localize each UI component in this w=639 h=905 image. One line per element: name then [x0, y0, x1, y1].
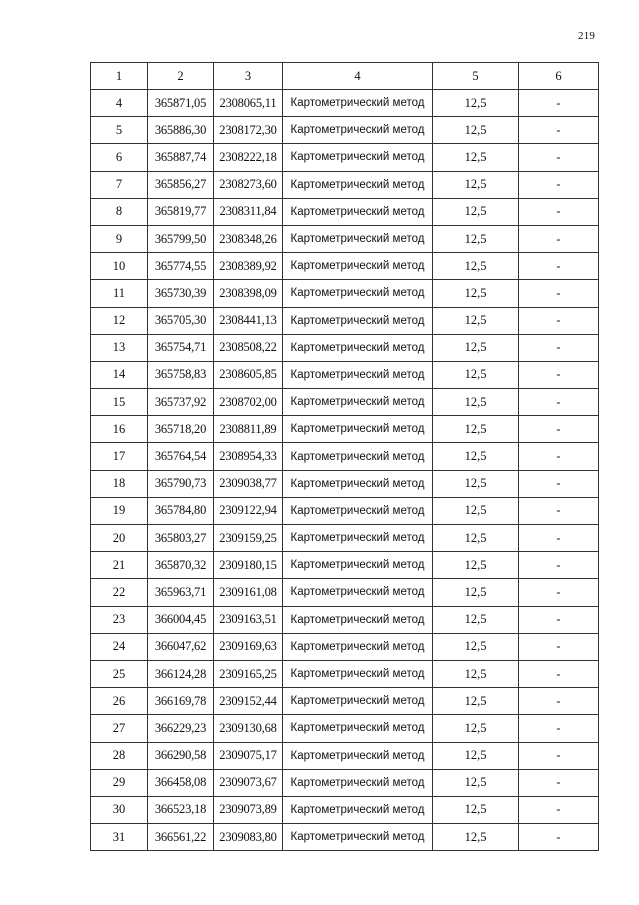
point-number-cell: 10 — [91, 253, 148, 280]
x-coordinate-cell: 365963,71 — [148, 579, 214, 606]
accuracy-cell: 12,5 — [433, 416, 519, 443]
method-cell: Картометрический метод — [283, 606, 433, 633]
x-coordinate-cell: 365887,74 — [148, 144, 214, 171]
note-cell: - — [519, 769, 599, 796]
table-row — [91, 90, 599, 117]
method-cell: Картометрический метод — [283, 660, 433, 687]
method-cell: Картометрический метод — [283, 443, 433, 470]
method-cell: Картометрический метод — [283, 253, 433, 280]
y-coordinate-cell: 2308172,30 — [214, 117, 283, 144]
accuracy-cell: 12,5 — [433, 660, 519, 687]
x-coordinate-cell: 365774,55 — [148, 253, 214, 280]
table-row — [91, 633, 599, 660]
point-number-cell: 28 — [91, 742, 148, 769]
x-coordinate-cell: 365754,71 — [148, 334, 214, 361]
method-cell: Картометрический метод — [283, 796, 433, 823]
table-row — [91, 361, 599, 388]
method-cell: Картометрический метод — [283, 497, 433, 524]
method-cell: Картометрический метод — [283, 633, 433, 660]
y-coordinate-cell: 2309075,17 — [214, 742, 283, 769]
table-row — [91, 824, 599, 851]
table-row — [91, 606, 599, 633]
y-coordinate-cell: 2308065,11 — [214, 90, 283, 117]
x-coordinate-cell: 365784,80 — [148, 497, 214, 524]
point-number-cell: 26 — [91, 688, 148, 715]
point-number-cell: 6 — [91, 144, 148, 171]
x-coordinate-cell: 365764,54 — [148, 443, 214, 470]
note-cell: - — [519, 90, 599, 117]
y-coordinate-cell: 2308605,85 — [214, 361, 283, 388]
point-number-cell: 30 — [91, 796, 148, 823]
point-number-cell: 4 — [91, 90, 148, 117]
point-number-cell: 16 — [91, 416, 148, 443]
accuracy-cell: 12,5 — [433, 253, 519, 280]
note-cell: - — [519, 334, 599, 361]
note-cell: - — [519, 579, 599, 606]
table-row — [91, 715, 599, 742]
y-coordinate-cell: 2308811,89 — [214, 416, 283, 443]
coordinates-table — [90, 62, 599, 851]
method-cell: Картометрический метод — [283, 171, 433, 198]
accuracy-cell: 12,5 — [433, 280, 519, 307]
x-coordinate-cell: 365856,27 — [148, 171, 214, 198]
x-coordinate-cell: 365730,39 — [148, 280, 214, 307]
x-coordinate-cell: 365803,27 — [148, 525, 214, 552]
y-coordinate-cell: 2309180,15 — [214, 552, 283, 579]
method-cell: Картометрический метод — [283, 117, 433, 144]
x-coordinate-cell: 365790,73 — [148, 470, 214, 497]
accuracy-cell: 12,5 — [433, 144, 519, 171]
point-number-cell: 7 — [91, 171, 148, 198]
table-row — [91, 579, 599, 606]
accuracy-cell: 12,5 — [433, 470, 519, 497]
note-cell: - — [519, 443, 599, 470]
method-cell: Картометрический метод — [283, 552, 433, 579]
accuracy-cell: 12,5 — [433, 796, 519, 823]
table-row — [91, 198, 599, 225]
table-row — [91, 525, 599, 552]
table-row — [91, 742, 599, 769]
table-row — [91, 144, 599, 171]
accuracy-cell: 12,5 — [433, 742, 519, 769]
table-row — [91, 443, 599, 470]
method-cell: Картометрический метод — [283, 307, 433, 334]
point-number-cell: 14 — [91, 361, 148, 388]
point-number-cell: 19 — [91, 497, 148, 524]
table-row — [91, 253, 599, 280]
x-coordinate-cell: 366169,78 — [148, 688, 214, 715]
point-number-cell: 27 — [91, 715, 148, 742]
table-header-row — [91, 63, 599, 90]
x-coordinate-cell: 365871,05 — [148, 90, 214, 117]
x-coordinate-cell: 366523,18 — [148, 796, 214, 823]
accuracy-cell: 12,5 — [433, 552, 519, 579]
x-coordinate-cell: 365819,77 — [148, 198, 214, 225]
x-coordinate-cell: 365758,83 — [148, 361, 214, 388]
column-header: 6 — [519, 63, 599, 90]
column-header: 2 — [148, 63, 214, 90]
table-row — [91, 280, 599, 307]
accuracy-cell: 12,5 — [433, 525, 519, 552]
note-cell: - — [519, 497, 599, 524]
point-number-cell: 20 — [91, 525, 148, 552]
x-coordinate-cell: 366290,58 — [148, 742, 214, 769]
table-row — [91, 389, 599, 416]
note-cell: - — [519, 742, 599, 769]
note-cell: - — [519, 633, 599, 660]
accuracy-cell: 12,5 — [433, 361, 519, 388]
table-row — [91, 497, 599, 524]
note-cell: - — [519, 715, 599, 742]
note-cell: - — [519, 144, 599, 171]
column-header: 4 — [283, 63, 433, 90]
method-cell: Картометрический метод — [283, 144, 433, 171]
y-coordinate-cell: 2309152,44 — [214, 688, 283, 715]
column-header: 3 — [214, 63, 283, 90]
method-cell: Картометрический метод — [283, 225, 433, 252]
point-number-cell: 15 — [91, 389, 148, 416]
accuracy-cell: 12,5 — [433, 497, 519, 524]
method-cell: Картометрический метод — [283, 824, 433, 851]
note-cell: - — [519, 552, 599, 579]
x-coordinate-cell: 365737,92 — [148, 389, 214, 416]
x-coordinate-cell: 366047,62 — [148, 633, 214, 660]
table-row — [91, 552, 599, 579]
table-row — [91, 117, 599, 144]
method-cell: Картометрический метод — [283, 416, 433, 443]
point-number-cell: 5 — [91, 117, 148, 144]
table-body — [91, 90, 599, 851]
y-coordinate-cell: 2308398,09 — [214, 280, 283, 307]
table-row — [91, 769, 599, 796]
method-cell: Картометрический метод — [283, 389, 433, 416]
x-coordinate-cell: 366124,28 — [148, 660, 214, 687]
y-coordinate-cell: 2308508,22 — [214, 334, 283, 361]
accuracy-cell: 12,5 — [433, 606, 519, 633]
y-coordinate-cell: 2308441,13 — [214, 307, 283, 334]
note-cell: - — [519, 307, 599, 334]
column-header: 5 — [433, 63, 519, 90]
point-number-cell: 9 — [91, 225, 148, 252]
point-number-cell: 25 — [91, 660, 148, 687]
method-cell: Картометрический метод — [283, 769, 433, 796]
method-cell: Картометрический метод — [283, 334, 433, 361]
method-cell: Картометрический метод — [283, 280, 433, 307]
method-cell: Картометрический метод — [283, 525, 433, 552]
point-number-cell: 23 — [91, 606, 148, 633]
note-cell: - — [519, 416, 599, 443]
x-coordinate-cell: 366229,23 — [148, 715, 214, 742]
note-cell: - — [519, 361, 599, 388]
accuracy-cell: 12,5 — [433, 688, 519, 715]
method-cell: Картометрический метод — [283, 470, 433, 497]
x-coordinate-cell: 365705,30 — [148, 307, 214, 334]
note-cell: - — [519, 470, 599, 497]
note-cell: - — [519, 280, 599, 307]
y-coordinate-cell: 2309073,67 — [214, 769, 283, 796]
method-cell: Картометрический метод — [283, 715, 433, 742]
x-coordinate-cell: 365870,32 — [148, 552, 214, 579]
point-number-cell: 12 — [91, 307, 148, 334]
y-coordinate-cell: 2309169,63 — [214, 633, 283, 660]
note-cell: - — [519, 824, 599, 851]
x-coordinate-cell: 365799,50 — [148, 225, 214, 252]
y-coordinate-cell: 2309159,25 — [214, 525, 283, 552]
note-cell: - — [519, 606, 599, 633]
method-cell: Картометрический метод — [283, 198, 433, 225]
y-coordinate-cell: 2308954,33 — [214, 443, 283, 470]
note-cell: - — [519, 660, 599, 687]
accuracy-cell: 12,5 — [433, 443, 519, 470]
accuracy-cell: 12,5 — [433, 198, 519, 225]
accuracy-cell: 12,5 — [433, 824, 519, 851]
point-number-cell: 21 — [91, 552, 148, 579]
note-cell: - — [519, 198, 599, 225]
method-cell: Картометрический метод — [283, 361, 433, 388]
table-row — [91, 416, 599, 443]
table-row — [91, 796, 599, 823]
table-row — [91, 660, 599, 687]
point-number-cell: 8 — [91, 198, 148, 225]
table-row — [91, 470, 599, 497]
point-number-cell: 22 — [91, 579, 148, 606]
table-row — [91, 307, 599, 334]
point-number-cell: 29 — [91, 769, 148, 796]
y-coordinate-cell: 2309130,68 — [214, 715, 283, 742]
point-number-cell: 31 — [91, 824, 148, 851]
y-coordinate-cell: 2308273,60 — [214, 171, 283, 198]
accuracy-cell: 12,5 — [433, 225, 519, 252]
note-cell: - — [519, 688, 599, 715]
y-coordinate-cell: 2309073,89 — [214, 796, 283, 823]
accuracy-cell: 12,5 — [433, 117, 519, 144]
point-number-cell: 17 — [91, 443, 148, 470]
y-coordinate-cell: 2308389,92 — [214, 253, 283, 280]
y-coordinate-cell: 2309038,77 — [214, 470, 283, 497]
note-cell: - — [519, 389, 599, 416]
table-row — [91, 334, 599, 361]
point-number-cell: 13 — [91, 334, 148, 361]
table-row — [91, 688, 599, 715]
accuracy-cell: 12,5 — [433, 769, 519, 796]
note-cell: - — [519, 796, 599, 823]
note-cell: - — [519, 225, 599, 252]
method-cell: Картометрический метод — [283, 579, 433, 606]
note-cell: - — [519, 171, 599, 198]
method-cell: Картометрический метод — [283, 742, 433, 769]
page-number: 219 — [578, 30, 596, 42]
accuracy-cell: 12,5 — [433, 633, 519, 660]
accuracy-cell: 12,5 — [433, 715, 519, 742]
table-row — [91, 171, 599, 198]
accuracy-cell: 12,5 — [433, 307, 519, 334]
y-coordinate-cell: 2308222,18 — [214, 144, 283, 171]
column-header: 1 — [91, 63, 148, 90]
y-coordinate-cell: 2309083,80 — [214, 824, 283, 851]
note-cell: - — [519, 525, 599, 552]
note-cell: - — [519, 253, 599, 280]
x-coordinate-cell: 366458,08 — [148, 769, 214, 796]
accuracy-cell: 12,5 — [433, 90, 519, 117]
y-coordinate-cell: 2308348,26 — [214, 225, 283, 252]
y-coordinate-cell: 2309161,08 — [214, 579, 283, 606]
x-coordinate-cell: 365886,30 — [148, 117, 214, 144]
method-cell: Картометрический метод — [283, 688, 433, 715]
table-row — [91, 225, 599, 252]
point-number-cell: 11 — [91, 280, 148, 307]
point-number-cell: 24 — [91, 633, 148, 660]
x-coordinate-cell: 366004,45 — [148, 606, 214, 633]
x-coordinate-cell: 366561,22 — [148, 824, 214, 851]
accuracy-cell: 12,5 — [433, 334, 519, 361]
y-coordinate-cell: 2309122,94 — [214, 497, 283, 524]
accuracy-cell: 12,5 — [433, 171, 519, 198]
y-coordinate-cell: 2309163,51 — [214, 606, 283, 633]
note-cell: - — [519, 117, 599, 144]
y-coordinate-cell: 2308702,00 — [214, 389, 283, 416]
x-coordinate-cell: 365718,20 — [148, 416, 214, 443]
accuracy-cell: 12,5 — [433, 579, 519, 606]
method-cell: Картометрический метод — [283, 90, 433, 117]
y-coordinate-cell: 2309165,25 — [214, 660, 283, 687]
y-coordinate-cell: 2308311,84 — [214, 198, 283, 225]
accuracy-cell: 12,5 — [433, 389, 519, 416]
point-number-cell: 18 — [91, 470, 148, 497]
